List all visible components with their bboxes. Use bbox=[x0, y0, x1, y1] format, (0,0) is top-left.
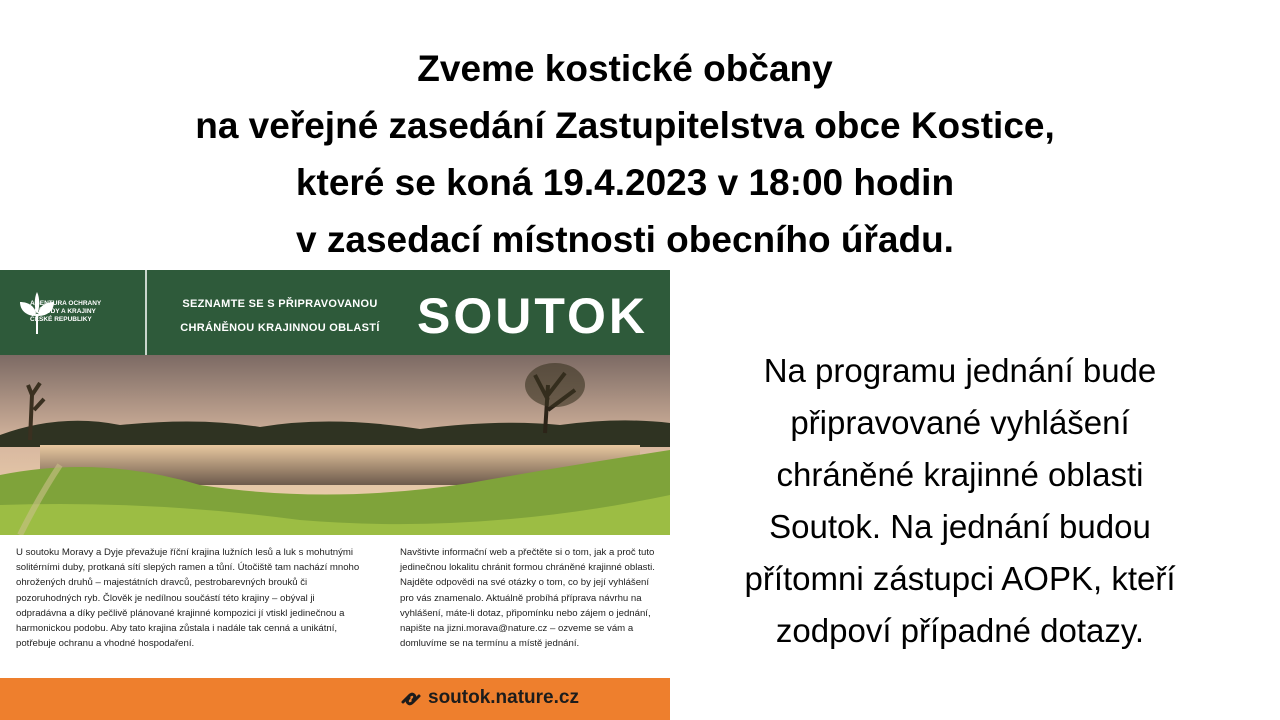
link-icon bbox=[400, 690, 422, 708]
headline-line-1: Zveme kostické občany bbox=[417, 48, 833, 89]
headline-line-4: v zasedací místnosti obecního úřadu. bbox=[296, 219, 954, 260]
headline-line-3: které se koná 19.4.2023 v 18:00 hodin bbox=[295, 162, 955, 203]
logo-text: AGENTURA OCHRANY PŘÍRODY A KRAJINY ČESKÉ REPUBLIKY bbox=[30, 300, 102, 323]
invitation-headline bbox=[0, 40, 1250, 268]
poster-title: SOUTOK bbox=[417, 288, 648, 344]
program-line: Na programu jednání bude bbox=[763, 352, 1157, 389]
poster-subtitle: SEZNAMTE SE S PŘIPRAVOVANOU CHRÁNĚNOU KRAJINNOU OBLASTÍ bbox=[180, 298, 380, 334]
landscape-photo bbox=[0, 355, 670, 535]
soutok-poster bbox=[0, 270, 670, 720]
website-link[interactable]: soutok.nature.cz bbox=[428, 687, 579, 708]
poster-footer bbox=[0, 678, 670, 720]
header-divider bbox=[145, 270, 147, 355]
program-line: přítomni zástupci AOPK, kteří bbox=[744, 560, 1176, 597]
headline-line-2: na veřejné zasedání Zastupitelstva obce Kostice, bbox=[195, 105, 1055, 146]
poster-description: U soutoku Moravy a Dyje převažuje říční krajina lužních lesů a luk s mohutnými solitérními duby, protkaná sítí slepých ramen a tůní. Útočiště tam nachází mnoho ohrožených druhů – majestátních dravců, pestrobarevných brouků či pozoruhodných ryb. Člověk je nedílnou součástí této krajiny – obýval ji odpradávna a díky pečlivě plánované krajinné kompozici jí vtiskl jedinečnou a harmonickou podobu. Aby tato krajina zůstala i nadále tak cenná a unikátní, potřebuje ochranu a vhodné hospodaření. bbox=[16, 547, 360, 650]
program-line: chráněné krajinné oblasti bbox=[776, 456, 1144, 493]
program-line: připravované vyhlášení bbox=[790, 404, 1130, 441]
poster-header bbox=[0, 270, 670, 355]
poster-info: Navštivte informační web a přečtěte si o tom, jak a proč tuto jedinečnou lokalitu chránit formou chráněné krajinné oblasti. Najděte odpovědi na své otázky o tom, co by její vyhlášení pro vás znamenalo. Aktuálně probíhá příprava návrhu na vyhlášení, máte-li dotaz, připomínku nebo zájem o jednání, napište na jizni.morava@nature.cz – ozveme se vám a domluvíme se na termínu a místě jednání. bbox=[400, 547, 655, 650]
program-line: zodpoví případné dotazy. bbox=[775, 612, 1145, 649]
program-line: Soutok. Na jednání budou bbox=[769, 508, 1151, 545]
program-text bbox=[680, 345, 1240, 657]
